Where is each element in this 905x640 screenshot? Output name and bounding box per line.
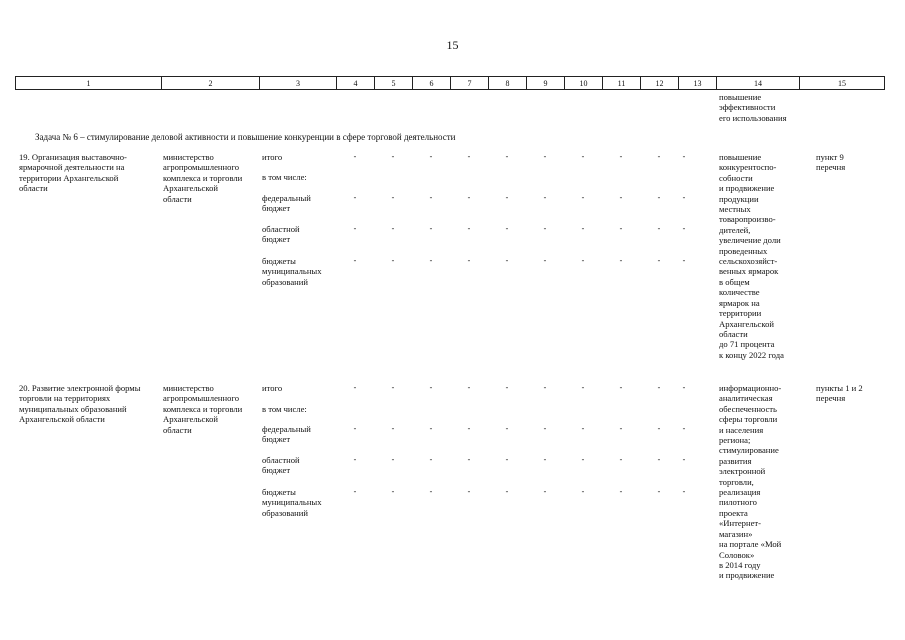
funding-source-line: федеральный xyxy=(262,193,311,203)
amount-dash: - xyxy=(543,256,547,265)
expected-result-line: товаропроизво- xyxy=(719,214,776,225)
funding-source-line: бюджеты xyxy=(262,256,296,266)
amount-dash: - xyxy=(543,152,547,161)
funding-source-line: бюджет xyxy=(262,203,291,214)
expected-result-line: на портале «Мой xyxy=(719,539,782,550)
amount-dash: - xyxy=(619,224,623,233)
amount-dash: - xyxy=(543,455,547,464)
expected-result-line: собности xyxy=(719,172,753,183)
amount-dash: - xyxy=(619,383,623,392)
amount-dash: - xyxy=(505,152,509,161)
amount-dash: - xyxy=(581,224,585,233)
event-name-line: 19. Организация выставочно- xyxy=(19,152,127,162)
amount-dash: - xyxy=(543,193,547,202)
amount-dash: - xyxy=(682,424,686,433)
amount-dash: - xyxy=(505,193,509,202)
amount-dash: - xyxy=(429,424,433,433)
amount-dash: - xyxy=(505,455,509,464)
expected-result-line: территории xyxy=(719,308,762,319)
amount-dash: - xyxy=(682,487,686,496)
amount-dash: - xyxy=(353,152,357,161)
expected-result-line: венных ярмарок xyxy=(719,266,779,277)
amount-dash: - xyxy=(505,383,509,392)
executor-line: министерство xyxy=(163,152,214,162)
column-header-table xyxy=(15,76,885,90)
funding-source xyxy=(262,424,311,445)
expected-result-line: до 71 процента xyxy=(719,339,775,350)
expected-result-line: количестве xyxy=(719,287,760,298)
expected-result-line: проведенных xyxy=(719,245,768,256)
expected-result-line: региона; xyxy=(719,435,751,446)
funding-source-line: образований xyxy=(262,276,308,287)
amount-dash: - xyxy=(467,256,471,265)
amount-dash: - xyxy=(619,487,623,496)
amount-dash: - xyxy=(391,383,395,392)
event-name xyxy=(19,152,127,194)
amount-dash: - xyxy=(429,256,433,265)
amount-dash: - xyxy=(657,152,661,161)
event-name-line: территории Архангельской xyxy=(19,172,119,183)
event-name-line: ярмарочной деятельности на xyxy=(19,162,125,173)
expected-result-line: информационно- xyxy=(719,383,782,393)
expected-result-line: сферы торговли xyxy=(719,414,778,425)
amount-dash: - xyxy=(467,487,471,496)
amount-dash: - xyxy=(581,256,585,265)
funding-source xyxy=(262,193,311,214)
funding-source-line: областной xyxy=(262,224,300,234)
expected-result-line: торговли, xyxy=(719,476,754,487)
funding-source-line: в том числе: xyxy=(262,404,307,414)
event-name-line: 20. Развитие электронной формы xyxy=(19,383,141,393)
expected-result-line: магазин» xyxy=(719,528,753,539)
carryover-line: эффективности xyxy=(719,102,776,113)
column-header-cell: 6 xyxy=(413,77,451,90)
column-header-cell: 2 xyxy=(162,77,260,90)
funding-source-line: бюджеты xyxy=(262,487,296,497)
amount-dash: - xyxy=(505,224,509,233)
amount-dash: - xyxy=(467,152,471,161)
funding-source-line: областной xyxy=(262,455,300,465)
amount-dash: - xyxy=(429,487,433,496)
list-reference xyxy=(816,152,845,173)
expected-result-line: сельскохозяйст- xyxy=(719,256,778,267)
executor-line: комплекса и торговли xyxy=(163,172,243,183)
column-header-cell: 1 xyxy=(16,77,162,90)
amount-dash: - xyxy=(619,152,623,161)
expected-result-line: реализация xyxy=(719,487,761,498)
list-reference-line: перечня xyxy=(816,162,846,173)
funding-source-line: итого xyxy=(262,152,283,162)
amount-dash: - xyxy=(657,455,661,464)
list-reference xyxy=(816,383,863,404)
amount-dash: - xyxy=(657,383,661,392)
funding-source-line: муниципальных xyxy=(262,497,322,508)
amount-dash: - xyxy=(353,256,357,265)
expected-result-line: увеличение доли xyxy=(719,235,781,246)
expected-result-line: электронной xyxy=(719,466,766,477)
list-reference-line: перечня xyxy=(816,393,846,404)
expected-result-line: продукции xyxy=(719,193,759,204)
amount-dash: - xyxy=(505,487,509,496)
amount-dash: - xyxy=(619,193,623,202)
expected-result-line: развития xyxy=(719,455,752,466)
amount-dash: - xyxy=(353,487,357,496)
amount-dash: - xyxy=(682,256,686,265)
funding-source xyxy=(262,383,282,393)
executor-line: Архангельской xyxy=(163,183,218,194)
executor-line: министерство xyxy=(163,383,214,393)
amount-dash: - xyxy=(657,256,661,265)
column-header-cell: 9 xyxy=(527,77,565,90)
expected-result-line: и продвижение xyxy=(719,570,775,581)
expected-result-line: пилотного xyxy=(719,497,757,508)
expected-result-line: в 2014 году xyxy=(719,559,761,570)
funding-source-line: итого xyxy=(262,383,283,393)
column-header-cell: 15 xyxy=(800,77,885,90)
amount-dash: - xyxy=(391,152,395,161)
executor xyxy=(163,383,242,435)
amount-dash: - xyxy=(429,383,433,392)
funding-source xyxy=(262,455,300,476)
column-header-cell: 10 xyxy=(565,77,603,90)
expected-result-line: «Интернет- xyxy=(719,518,761,529)
funding-source-line: муниципальных xyxy=(262,266,322,277)
expected-result-line: повышение xyxy=(719,152,762,162)
page-number: 15 xyxy=(446,38,459,52)
amount-dash: - xyxy=(581,424,585,433)
amount-dash: - xyxy=(657,424,661,433)
amount-dash: - xyxy=(543,424,547,433)
amount-dash: - xyxy=(682,383,686,392)
expected-result xyxy=(719,152,801,360)
expected-result-line: ярмарок на xyxy=(719,297,760,308)
amount-dash: - xyxy=(581,193,585,202)
funding-source xyxy=(262,256,322,287)
amount-dash: - xyxy=(619,256,623,265)
expected-result-line: области xyxy=(719,328,748,339)
executor-line: Архангельской xyxy=(163,414,218,425)
amount-dash: - xyxy=(391,224,395,233)
amount-dash: - xyxy=(682,193,686,202)
amount-dash: - xyxy=(657,487,661,496)
expected-result xyxy=(719,383,801,581)
amount-dash: - xyxy=(391,256,395,265)
amount-dash: - xyxy=(391,193,395,202)
expected-result-line: местных xyxy=(719,204,751,215)
amount-dash: - xyxy=(467,455,471,464)
amount-dash: - xyxy=(682,152,686,161)
amount-dash: - xyxy=(429,455,433,464)
funding-source-line: бюджет xyxy=(262,434,291,445)
executor-line: агропромышленного xyxy=(163,393,239,404)
task-title: Задача № 6 – стимулирование деловой активности и повышение конкуренции в сфере торговой деятельности xyxy=(35,132,456,142)
expected-result-line: проекта xyxy=(719,507,748,518)
amount-dash: - xyxy=(391,455,395,464)
amount-dash: - xyxy=(682,455,686,464)
funding-source xyxy=(262,404,307,414)
funding-source xyxy=(262,172,307,182)
executor-line: агропромышленного xyxy=(163,162,239,173)
amount-dash: - xyxy=(682,224,686,233)
funding-source xyxy=(262,224,300,245)
expected-result-line: конкурентоспо- xyxy=(719,162,777,173)
expected-result-line: дителей, xyxy=(719,224,751,235)
event-name-line: области xyxy=(19,183,48,194)
column-header-cell: 11 xyxy=(603,77,641,90)
amount-dash: - xyxy=(505,424,509,433)
column-header-cell: 5 xyxy=(375,77,413,90)
event-name-line: муниципальных образований xyxy=(19,403,127,414)
expected-result-line: Архангельской xyxy=(719,318,774,329)
column-header-cell: 12 xyxy=(641,77,679,90)
funding-source xyxy=(262,152,282,162)
event-name-line: торговли на территориях xyxy=(19,393,111,404)
column-header-row xyxy=(16,77,885,90)
amount-dash: - xyxy=(619,455,623,464)
amount-dash: - xyxy=(353,424,357,433)
executor-line: комплекса и торговли xyxy=(163,403,243,414)
list-reference-line: пункты 1 и 2 xyxy=(816,383,863,393)
amount-dash: - xyxy=(391,424,395,433)
expected-result-line: обеспеченность xyxy=(719,403,777,414)
amount-dash: - xyxy=(543,383,547,392)
funding-source-line: бюджет xyxy=(262,465,291,476)
list-reference-line: пункт 9 xyxy=(816,152,844,162)
amount-dash: - xyxy=(467,224,471,233)
amount-dash: - xyxy=(657,224,661,233)
event-name-line: Архангельской области xyxy=(19,414,105,425)
funding-source-line: образований xyxy=(262,507,308,518)
column-header-cell: 8 xyxy=(489,77,527,90)
expected-result-line: аналитическая xyxy=(719,393,773,404)
carryover-text xyxy=(719,92,787,123)
amount-dash: - xyxy=(581,455,585,464)
expected-result-line: стимулирование xyxy=(719,445,779,456)
executor-line: области xyxy=(163,193,192,204)
amount-dash: - xyxy=(543,224,547,233)
expected-result-line: в общем xyxy=(719,276,750,287)
amount-dash: - xyxy=(467,424,471,433)
event-name xyxy=(19,383,141,425)
amount-dash: - xyxy=(581,152,585,161)
amount-dash: - xyxy=(353,193,357,202)
amount-dash: - xyxy=(429,224,433,233)
amount-dash: - xyxy=(619,424,623,433)
amount-dash: - xyxy=(581,487,585,496)
expected-result-line: и продвижение xyxy=(719,183,775,194)
carryover-line: его использования xyxy=(719,112,787,123)
amount-dash: - xyxy=(391,487,395,496)
amount-dash: - xyxy=(657,193,661,202)
amount-dash: - xyxy=(353,224,357,233)
column-header-cell: 14 xyxy=(717,77,800,90)
amount-dash: - xyxy=(353,455,357,464)
expected-result-line: к концу 2022 года xyxy=(719,349,784,360)
column-header-cell: 13 xyxy=(679,77,717,90)
amount-dash: - xyxy=(429,152,433,161)
expected-result-line: и населения xyxy=(719,424,764,435)
amount-dash: - xyxy=(543,487,547,496)
funding-source-line: в том числе: xyxy=(262,172,307,182)
carryover-line: повышение xyxy=(719,92,762,102)
funding-source-line: бюджет xyxy=(262,234,291,245)
column-header-cell: 4 xyxy=(337,77,375,90)
amount-dash: - xyxy=(467,193,471,202)
column-header-cell: 3 xyxy=(260,77,337,90)
funding-source-line: федеральный xyxy=(262,424,311,434)
funding-source xyxy=(262,487,322,518)
amount-dash: - xyxy=(353,383,357,392)
amount-dash: - xyxy=(505,256,509,265)
amount-dash: - xyxy=(581,383,585,392)
amount-dash: - xyxy=(429,193,433,202)
amount-dash: - xyxy=(467,383,471,392)
expected-result-line: Соловок» xyxy=(719,549,755,560)
column-header-cell: 7 xyxy=(451,77,489,90)
executor xyxy=(163,152,242,204)
executor-line: области xyxy=(163,424,192,435)
